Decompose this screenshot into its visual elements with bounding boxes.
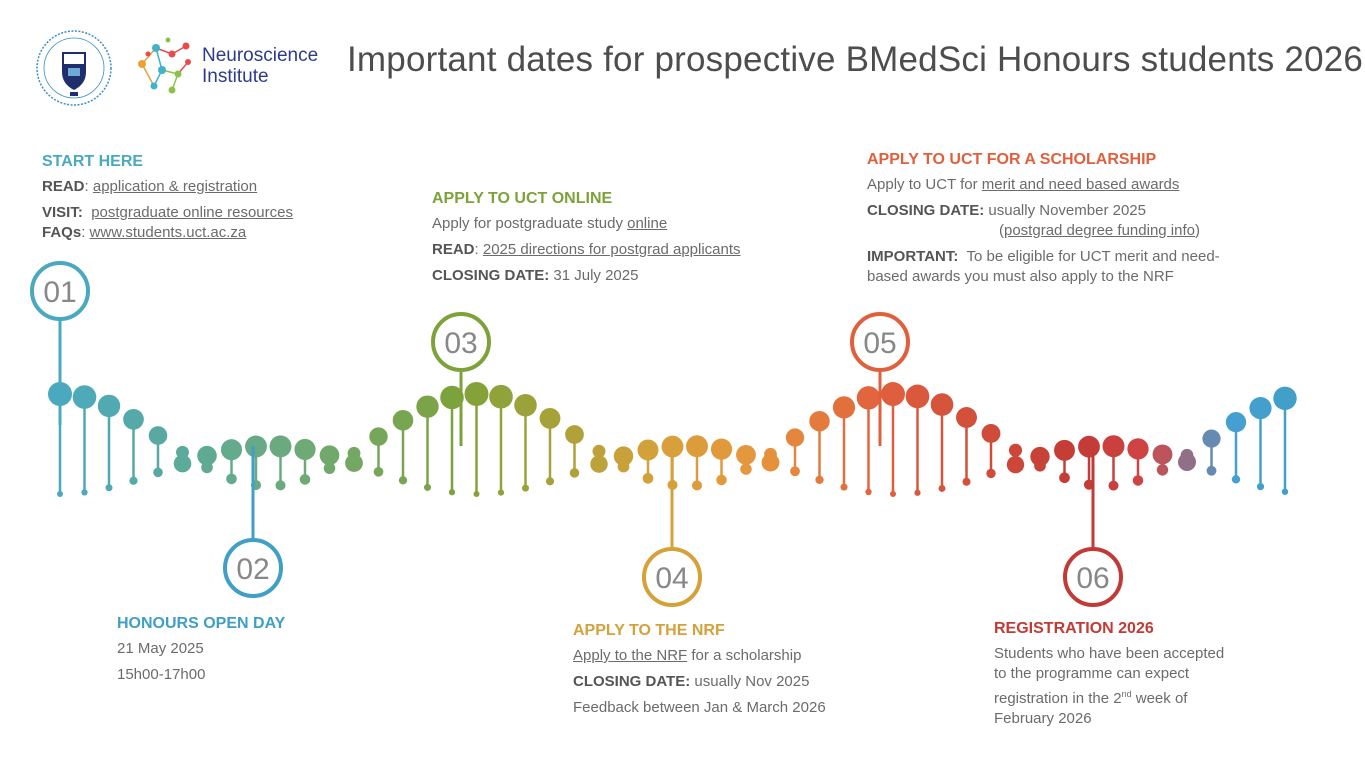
step-03-text: APPLY TO UCT ONLINE Apply for postgraduate study online READ: 2025 directions for postgrad applicants CLOSING DATE: 31 July 2025 (432, 190, 741, 284)
helix-node (1127, 438, 1148, 459)
helix-node (1273, 387, 1296, 410)
important-line1: To be eligible for UCT merit and need- (966, 248, 1220, 265)
closing-value-5: usually November 2025 (988, 202, 1146, 219)
helix-node (399, 476, 407, 484)
helix-node (840, 483, 847, 490)
ni-line1: Neuroscience (202, 45, 319, 66)
helix-node (1226, 412, 1246, 432)
funding-info-link[interactable]: postgrad degree funding info (1004, 222, 1195, 239)
helix-node (245, 436, 267, 458)
helix-node (1157, 464, 1168, 475)
milestone-03-number: 03 (444, 327, 478, 360)
closing-value-3: 31 July 2025 (553, 267, 639, 284)
helix-node (57, 491, 63, 497)
helix-node (294, 439, 315, 460)
step-01-heading: START HERE (42, 153, 144, 170)
helix-node (540, 408, 561, 429)
important-label: IMPORTANT: (867, 248, 959, 265)
helix-node (1249, 397, 1271, 419)
helix-node (465, 382, 489, 406)
closing-label-5: CLOSING DATE: (867, 202, 985, 219)
helix-node (498, 489, 504, 495)
helix-node (809, 411, 829, 431)
helix-node (174, 455, 192, 473)
helix-node (153, 468, 163, 478)
application-registration-link[interactable]: application & registration (92, 178, 258, 195)
milestone-04-number: 04 (655, 562, 689, 595)
milestone-01-number: 01 (43, 276, 77, 309)
helix-node (1030, 447, 1049, 466)
helix-node (275, 480, 285, 490)
step-05-text: APPLY TO UCT FOR A SCHOLARSHIP Apply to UCT for merit and need based awards CLOSING DATE: usually November 2025 (postgrad degree funding info) IMPORTANT: To be eligible for UCT merit and need- based awards you must also apply to the NRF (867, 151, 1220, 285)
helix-node (890, 491, 896, 497)
scholarship-apply-text: Apply to UCT for (867, 176, 978, 193)
helix-node (473, 491, 479, 497)
helix-node (1054, 440, 1075, 461)
helix-node (1133, 475, 1143, 485)
helix-node (857, 386, 880, 409)
step-06-heading: REGISTRATION 2026 (994, 620, 1154, 637)
helix-node (226, 474, 237, 485)
helix-node (449, 489, 455, 495)
helix-node (982, 424, 1001, 443)
helix-node (692, 480, 702, 490)
registration-line4: February 2026 (994, 710, 1092, 727)
helix-node (1207, 466, 1217, 476)
helix-node (81, 489, 87, 495)
helix-node (320, 445, 340, 465)
nrf-feedback: Feedback between Jan & March 2026 (573, 699, 826, 716)
registration-line3b: week of (1131, 690, 1188, 707)
helix-node (1059, 472, 1070, 483)
apply-online-text: Apply for postgraduate study (432, 215, 623, 232)
closing-value-4: usually Nov 2025 (694, 673, 810, 690)
helix-node (914, 490, 920, 496)
registration-sup: nd (1121, 689, 1132, 699)
read-label-3: READ (432, 241, 475, 258)
step-05-heading: APPLY TO UCT FOR A SCHOLARSHIP (867, 151, 1157, 168)
helix-node (129, 477, 137, 485)
directions-link[interactable]: 2025 directions for postgrad applicants (482, 241, 741, 258)
step-04-heading: APPLY TO THE NRF (573, 622, 725, 639)
helix-node (270, 435, 292, 457)
nrf-link[interactable]: Apply to the NRF (573, 647, 688, 664)
helix-node (416, 395, 438, 417)
registration-line2: to the programme can expect (994, 665, 1190, 682)
helix-node (73, 385, 97, 409)
helix-node (762, 454, 780, 472)
helix-node (1108, 481, 1118, 491)
helix-node (105, 484, 112, 491)
helix-node (570, 468, 580, 478)
step-03-heading: APPLY TO UCT ONLINE (432, 190, 613, 207)
important-line2: based awards you must also apply to the NRF (867, 268, 1174, 285)
helix-node (939, 485, 946, 492)
helix-node (865, 489, 871, 495)
milestone-05-number: 05 (863, 327, 897, 360)
helix-node (786, 428, 804, 446)
helix-node (711, 439, 732, 460)
nrf-apply-text: for a scholarship (691, 647, 802, 664)
helix-node (614, 446, 633, 465)
step-02-text (117, 615, 285, 691)
read-label: READ (42, 178, 85, 195)
step-01-text: START HERE READ: application & registration VISIT: postgraduate online resources FAQs: www.students.uct.ac.za (42, 153, 293, 241)
helix-node (1178, 453, 1196, 471)
helix-node (590, 455, 607, 472)
helix-node (790, 466, 800, 476)
open-day-date: 21 May 2025 (117, 640, 204, 657)
helix-node (686, 435, 708, 457)
helix-node (197, 446, 217, 466)
helix-node (833, 396, 855, 418)
helix-node (1078, 436, 1100, 458)
merit-awards-link[interactable]: merit and need based awards (981, 176, 1180, 193)
helix-node (374, 467, 384, 477)
helix-node (221, 439, 242, 460)
students-site-link[interactable]: www.students.uct.ac.za (89, 224, 247, 241)
helix-node (815, 476, 823, 484)
helix-node (1232, 475, 1240, 483)
helix-node (514, 394, 537, 417)
helix-node (1202, 430, 1220, 448)
step-02-heading: HONOURS OPEN DAY (117, 615, 286, 632)
faq-label: FAQs (42, 224, 82, 241)
helix-node (906, 385, 930, 409)
online-link[interactable]: online (627, 215, 668, 232)
milestone-02-number: 02 (236, 553, 270, 586)
helix-node (300, 474, 311, 485)
helix-node (638, 440, 659, 461)
helix-node (546, 477, 554, 485)
page-title: Important dates for prospective BMedSci Honours students 2026 (347, 40, 1364, 79)
helix-node (881, 382, 905, 406)
helix-node (149, 426, 168, 445)
helix-node (489, 385, 513, 409)
postgraduate-resources-link[interactable]: postgraduate online resources (91, 204, 293, 221)
helix-node (643, 473, 654, 484)
helix-node (345, 454, 363, 472)
helix-node (986, 469, 995, 478)
registration-line3a: registration in the 2 (994, 690, 1122, 707)
closing-label-4: CLOSING DATE: (573, 673, 691, 690)
helix-node (369, 427, 387, 445)
helix-node (716, 475, 727, 486)
helix-node (1282, 489, 1288, 495)
helix-node (931, 393, 954, 416)
helix-node (1257, 483, 1264, 490)
helix-node (740, 463, 751, 474)
helix-node (1009, 444, 1022, 457)
helix-node (736, 445, 756, 465)
helix-node (1007, 456, 1024, 473)
helix-node (393, 410, 414, 431)
helix-node (956, 407, 977, 428)
ni-line2: Institute (202, 66, 269, 87)
helix-node (424, 484, 431, 491)
helix-node (1103, 435, 1125, 457)
registration-line1: Students who have been accepted (994, 645, 1225, 662)
step-04-text (573, 622, 826, 724)
milestone-06-number: 06 (1076, 562, 1110, 595)
helix-node (123, 409, 144, 430)
closing-label-3: CLOSING DATE: (432, 267, 550, 284)
helix-node (962, 478, 970, 486)
helix-node (98, 395, 120, 417)
helix-node (565, 425, 584, 444)
open-day-time: 15h00-17h00 (117, 666, 206, 683)
helix-node (522, 485, 529, 492)
visit-label: VISIT: (42, 204, 83, 221)
step-06-text (994, 620, 1224, 729)
helix-node (1153, 444, 1173, 464)
